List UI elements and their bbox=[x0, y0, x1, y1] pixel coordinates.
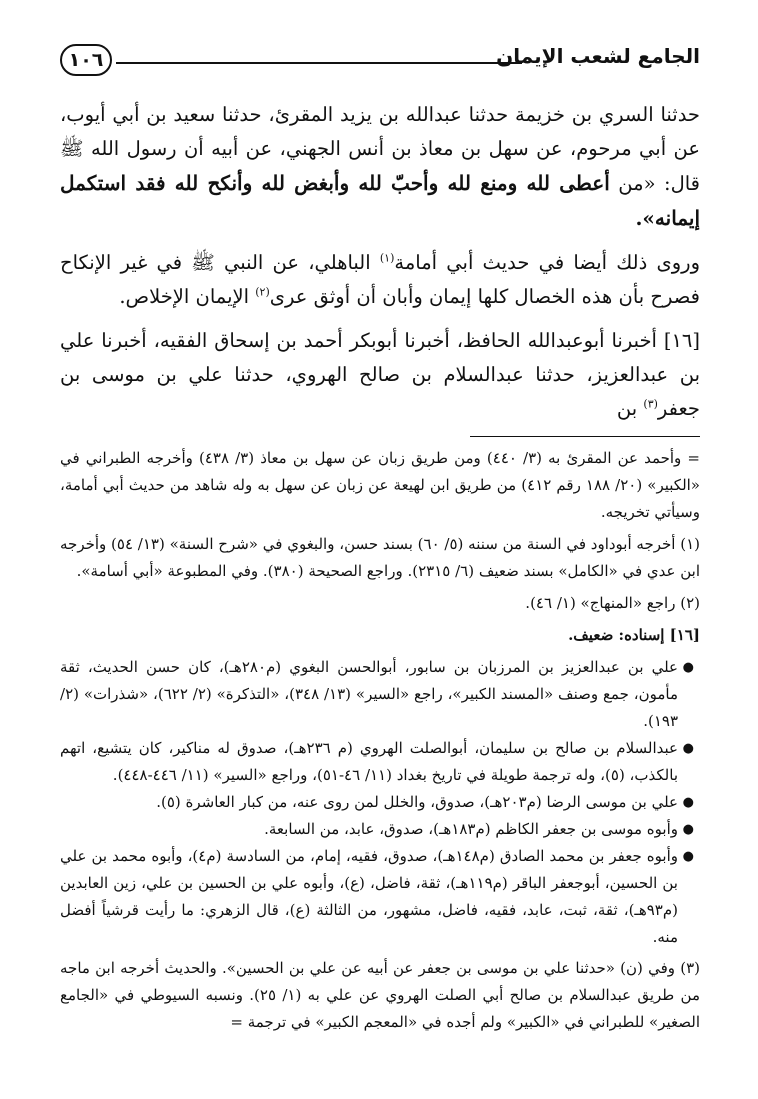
footnote-separator bbox=[470, 436, 700, 437]
footnote-16-heading: [١٦] إسناده: ضعيف. bbox=[568, 626, 700, 644]
p2-text-b: الباهلي، عن النبي ﷺ في غير الإنكاح فصرح بأن هذه الخصال كلها إيمان وأبان أن أوثق عرى bbox=[60, 251, 700, 308]
paragraph-abu-umama bbox=[60, 246, 700, 314]
narrator-text: وأبوه جعفر بن محمد الصادق (م١٤٨هـ)، صدوق، فقيه، إمام، من السادسة (م٤)، وأبوه محمد بن علي بن الحسين، أبوجعفر الباقر (م١١٩هـ)، ثقة، فاضل، (ع)، وأبوه علي بن الحسين بن علي، زين العابدين (م٩٣هـ)، ثقة، ثبت، عابد، فقيه، فاضل، مشهور، من الثالثة (ع)، قال الزهري: ما رأيت قرشياً أفضل منه. bbox=[60, 847, 678, 946]
narrator-item bbox=[60, 789, 694, 816]
narrator-list bbox=[60, 654, 700, 951]
footnotes bbox=[60, 445, 700, 1036]
footnote-ref-2[interactable]: (٢) bbox=[255, 285, 270, 299]
footnote-ref-3[interactable]: (٣) bbox=[643, 397, 658, 411]
paragraph-hadith-chain bbox=[60, 98, 700, 236]
page-number: ١٠٦ bbox=[60, 44, 112, 76]
p2-text-a: وروى ذلك أيضا في حديث أبي أمامة bbox=[394, 251, 700, 274]
bullet-icon: ● bbox=[682, 795, 694, 810]
footnote-1: (١) أخرجه أبوداود في السنة من سننه (٥/ ٦٠) بسند حسن، والبغوي في «شرح السنة» (١٣/ ٥٤) وأخرجه ابن عدي في «الكامل» بسند ضعيف (٦/ ٢٣١٥). وراجع الصحيحة (٣٨٠). وفي المطبوعة «أبي أسامة». bbox=[60, 535, 700, 580]
footnote-ref-1[interactable]: (١) bbox=[379, 251, 395, 265]
footnote-3: (٣) وفي (ن) «حدثنا علي بن موسى بن جعفر عن أبيه عن علي بن الحسين». والحديث أخرجه ابن ماجه من طريق عبدالسلام بن صالح أبي الصلت الهروي عن علي به (١/ ٢٥). ونسبه السيوطي في «الجامع الصغير» للطبراني في «الكبير» ولم أجده في «المعجم الكبير» في ترجمة = bbox=[60, 959, 700, 1031]
bullet-icon: ● bbox=[682, 660, 694, 675]
p3-text-a: [١٦] أخبرنا أبوعبدالله الحافظ، أخبرنا أبوبكر أحمد بن إسحاق الفقيه، أخبرنا علي بن عبدالعزيز، حدثنا عبدالسلام بن صالح الهروي، حدثنا علي بن موسى بن جعفر bbox=[60, 329, 700, 420]
footnote-continuation: = وأحمد عن المقرئ به (٣/ ٤٤٠) ومن طريق زبان عن سهل بن معاذ (٣/ ٤٣٨) وأخرجه الطبراني في «الكبير» (٢٠/ ١٨٨ رقم ٤١٢) من طريق ابن لهيعة عن زبان عن سهل به وله شاهد من حديث أبي أمامة، وسيأتي تخريجه. bbox=[60, 449, 700, 521]
narrator-item bbox=[60, 654, 694, 735]
narrator-text: علي بن موسى الرضا (م٢٠٣هـ)، صدوق، والخلل لمن روى عنه، من كبار العاشرة (٥). bbox=[156, 793, 678, 811]
narrator-text: علي بن عبدالعزيز بن المرزبان بن سابور، أبوالحسن البغوي (م٢٨٠هـ)، كان حسن الحديث، ثقة مأمون، جمع وصنف «المسند الكبير»، راجع «السير» (١٣/ ٣٤٨)، «التذكرة» (٢/ ٦٢٢)، «شذرات» (٢/ ١٩٣). bbox=[60, 658, 678, 730]
bullet-icon: ● bbox=[682, 741, 694, 756]
header-rule bbox=[116, 62, 522, 64]
p2-text-c: الإيمان الإخلاص. bbox=[119, 285, 256, 308]
footnote-2: (٢) راجع «المنهاج» (١/ ٤٦). bbox=[525, 594, 700, 612]
paragraph-16 bbox=[60, 324, 700, 426]
narrator-text: وأبوه موسى بن جعفر الكاظم (م١٨٣هـ)، صدوق، عابد، من السابعة. bbox=[264, 820, 678, 838]
isnad-text: حدثنا السري بن خزيمة حدثنا عبدالله بن يزيد المقرئ، حدثنا سعيد بن أبي أيوب، عن أبي مرحوم، عن سهل بن معاذ بن أنس الجهني، عن أبيه أن رسول الله ﷺ قال: «من bbox=[60, 103, 701, 195]
page-header bbox=[60, 40, 700, 84]
narrator-item bbox=[60, 735, 694, 789]
narrator-item bbox=[60, 816, 694, 843]
narrator-item bbox=[60, 843, 694, 951]
bullet-icon: ● bbox=[682, 822, 694, 837]
p3-text-b: بن bbox=[616, 397, 644, 420]
narrator-text: عبدالسلام بن صالح بن سليمان، أبوالصلت الهروي (م ٢٣٦هـ)، صدوق له مناكير، كان يتشيع، اتهم بالكذب، (٥)، وله ترجمة طويلة في تاريخ بغداد (١١/ ٤٦-٥١)، وراجع «السير» (١١/ ٤٤٦-٤٤٨). bbox=[60, 739, 679, 784]
bullet-icon: ● bbox=[682, 849, 694, 864]
running-title: الجامع لشعب الإيمان bbox=[496, 44, 700, 68]
main-text bbox=[60, 98, 700, 426]
hadith-matn: أعطى لله ومنع لله وأحبّ لله وأبغض لله وأنكح لله فقد استكمل إيمانه». bbox=[60, 171, 700, 230]
